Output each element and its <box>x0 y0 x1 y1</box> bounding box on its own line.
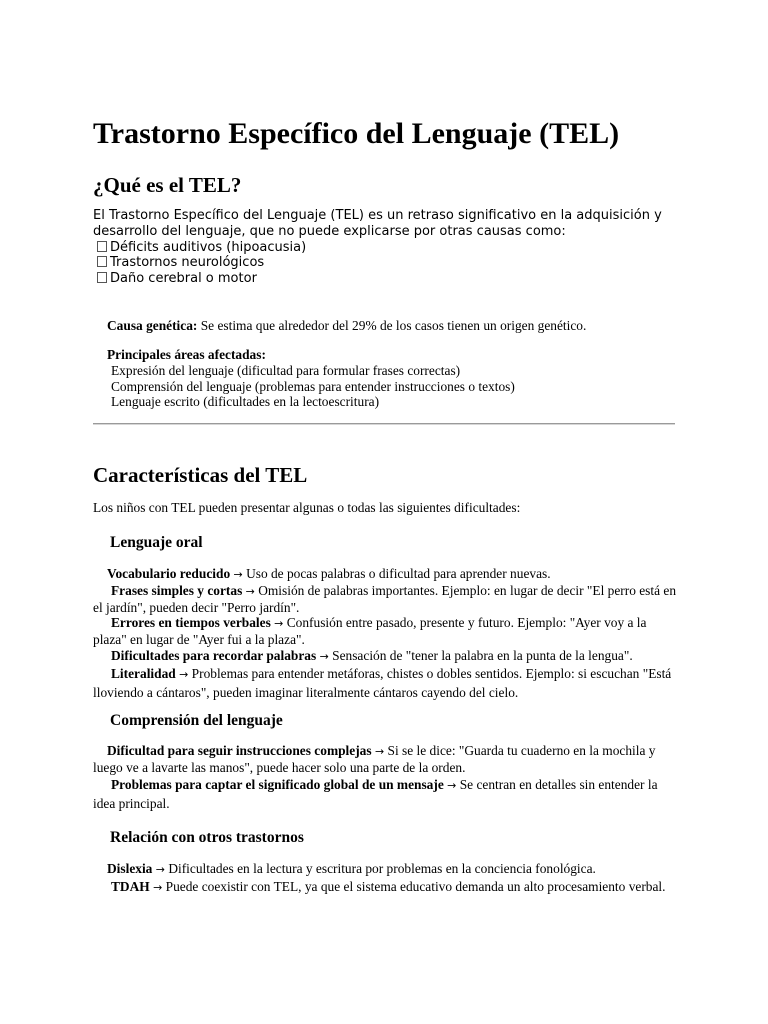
areas-label: Principales áreas afectadas: <box>107 347 266 362</box>
list-item: Errores en tiempos verbales → Confusión entre pasado, presente y futuro. Ejemplo: "Ayer voy a la plaza" en lugar de "Ayer fui a la plaza". <box>93 615 647 648</box>
list-item: TDAH → Puede coexistir con TEL, ya que el sistema educativo demanda un alto procesamiento verbal. <box>111 878 666 894</box>
missing-glyph-icon <box>97 272 107 283</box>
relacion-list <box>93 861 677 897</box>
areas-block <box>93 347 677 410</box>
list-item: Comprensión del lenguaje (problemas para entender instrucciones o textos) <box>111 378 515 394</box>
comprension-list <box>93 743 677 813</box>
areas-list <box>93 363 677 410</box>
section-heading-que-es: ¿Qué es el TEL? <box>93 173 242 197</box>
list-item: Dislexia → Dificultades en la lectura y escritura por problemas en la conciencia fonológica. <box>107 861 596 876</box>
missing-glyph-icon <box>97 256 107 267</box>
list-item: Vocabulario reducido → Uso de pocas palabras o dificultad para aprender nuevas. <box>107 566 551 581</box>
list-item: Dificultad para seguir instrucciones complejas → Si se le dice: "Guarda tu cuaderno en la mochila y luego ve a lavarte las manos", puede hacer solo una parte de la orden. <box>93 743 656 775</box>
caracteristicas-intro: Los niños con TEL pueden presentar algunas o todas las siguientes dificultades: <box>93 500 521 515</box>
caracteristicas-intro-block <box>93 500 677 516</box>
list-item: Problemas para captar el significado global de un mensaje → Se centran en detalles sin entender la idea principal. <box>93 776 658 811</box>
list-item: Frases simples y cortas → Omisión de palabras importantes. Ejemplo: en lugar de decir "El perro está en el jardín", pueden decir "Perro jardín". <box>93 582 677 615</box>
causes-list <box>93 240 677 287</box>
list-item: Expresión del lenguaje (dificultad para formular frases correctas) <box>111 362 461 378</box>
list-item: Dificultades para recordar palabras → Sensación de "tener la palabra en la punta de la lengua". <box>111 647 633 663</box>
list-item: Daño cerebral o motor <box>93 271 677 287</box>
section-heading-caracteristicas: Características del TEL <box>93 463 308 487</box>
intro-block <box>93 208 677 287</box>
subheading-lenguaje-oral: Lenguaje oral <box>110 534 203 551</box>
oral-list <box>93 566 677 702</box>
missing-glyph-icon <box>97 241 107 252</box>
page-title: Trastorno Específico del Lenguaje (TEL) <box>93 117 620 150</box>
genetic-label: Causa genética: <box>107 318 198 333</box>
list-item: Trastornos neurológicos <box>93 255 677 271</box>
list-item: Déficits auditivos (hipoacusia) <box>93 240 677 256</box>
divider <box>93 423 675 425</box>
subheading-comprension: Comprensión del lenguaje <box>110 712 283 729</box>
genetic-text: Se estima que alrededor del 29% de los casos tienen un origen genético. <box>197 318 587 333</box>
subheading-relacion: Relación con otros trastornos <box>110 829 304 846</box>
genetic-cause-block <box>93 318 677 334</box>
genetic-cause <box>93 318 677 334</box>
list-item: Literalidad → Problemas para entender metáforas, chistes o dobles sentidos. Ejemplo: si escuchan "Está lloviendo a cántaros", pueden imaginar literalmente cántaros cayendo del cielo. <box>93 665 672 700</box>
list-item: Lenguaje escrito (dificultades en la lectoescritura) <box>111 394 380 410</box>
intro-paragraph: El Trastorno Específico del Lenguaje (TEL) es un retraso significativo en la adquisición y desarrollo del lenguaje, que no puede explicarse por otras causas como: <box>93 208 662 239</box>
